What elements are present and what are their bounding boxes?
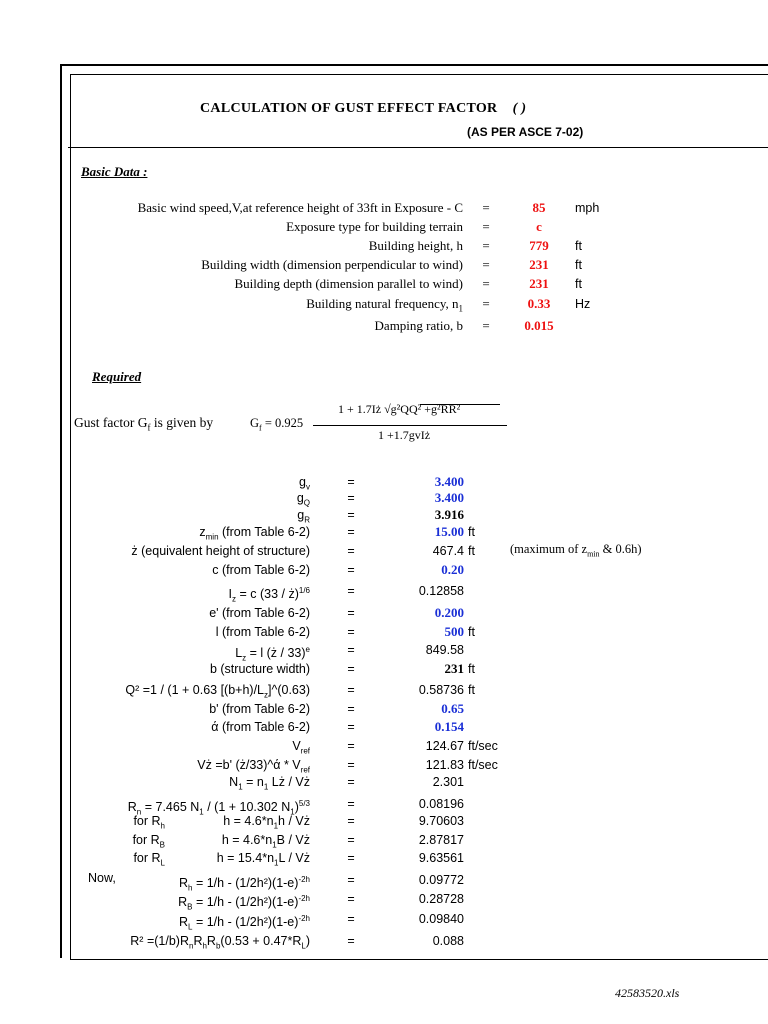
formula-part: R [127,800,137,815]
formula-part: ż (equivalent height of structure) [131,544,310,558]
equals-sign: = [482,200,490,215]
calc-value: 0.154 [434,719,464,734]
gust-formula-denominator: 1 +1.7gvIż [378,428,431,442]
calc-label [209,701,310,717]
formula-part: = l (ż / 33) [246,646,306,661]
formula-part: L [160,858,165,868]
formula-part: R [178,895,188,910]
equals-sign: = [347,584,355,598]
formula-part: h = 4.6*n [221,833,273,847]
formula-part: z [232,594,236,604]
formula-part: 1 [273,821,279,831]
equals-sign: = [347,873,355,887]
equals-sign: = [482,219,490,234]
equals-sign: = [347,491,355,505]
formula-part: g [297,508,305,522]
formula-part: g [299,475,306,489]
formula-part: b [215,941,221,951]
formula-part: for R [132,833,160,847]
equals-sign: = [482,276,490,291]
formula-part: R [179,876,189,891]
equals-sign: = [347,662,355,676]
calc-label [216,624,310,640]
equals-sign: = [347,851,355,865]
formula-part: B [159,840,165,850]
basic-value: 0.33 [527,296,551,311]
basic-label [286,219,463,235]
calc-value: 0.200 [434,605,464,620]
calc-value: 9.63561 [418,851,464,865]
required-heading: Required [92,369,142,384]
formula-part: z [242,653,247,663]
formula-part: R [206,934,216,948]
formula-part: min [205,532,219,542]
unit-label: ft [468,683,475,697]
formula-part: Building depth (dimension parallel to wind) [234,276,463,291]
basic-value: c [536,219,542,234]
equals-sign: = [347,892,355,906]
unit-label: ft/sec [468,758,498,772]
equals-sign: = [482,238,490,253]
formula-part: ά (from Table 6-2) [211,720,310,734]
radical-bar [420,404,500,405]
formula-part: L [301,941,306,951]
basic-data-heading: Basic Data : [81,164,148,179]
formula-part: v [306,482,310,492]
formula-part: R [304,515,310,525]
calc-value: 500 [444,624,464,639]
formula-part: g [296,491,304,505]
formula-part: = n [242,775,264,789]
equals-sign: = [347,797,355,811]
calc-label [179,911,310,936]
unit-label: ft [468,544,475,558]
formula-part: ) [294,876,299,891]
formula-part: n [188,941,194,951]
calc-value: 15.00 [434,524,464,539]
equals-sign: = [347,475,355,489]
formula-part: 1 [199,807,204,817]
calc-label [229,774,310,796]
formula-part: ) [294,800,299,815]
calc-label [211,719,310,735]
file-name: 42583520.xls [615,986,680,1000]
calc-label [229,583,310,608]
unit-label: ft [468,625,475,639]
basic-value: 85 [532,200,546,215]
formula-part: Damping ratio, b [374,318,463,333]
formula-part: Exposure type for building terrain [286,219,463,234]
formula-part: z [264,690,268,700]
formula-part: R [179,915,189,930]
formula-part: 1 [458,303,463,314]
formula-part: Vż =b' (ż/33)^ά * V [197,758,301,772]
calc-value: 231 [444,661,464,676]
calc-value: 124.67 [425,739,464,753]
calc-value: 2.301 [432,775,464,789]
formula-part: h [202,941,207,951]
calc-value: 3.916 [434,507,464,522]
unit-label: ft [575,258,582,272]
calc-label [130,933,310,955]
equals-sign: = [347,625,355,639]
basic-value: 0.015 [524,318,554,333]
formula-part: (0.53 + 0.47*R [220,934,302,948]
formula-part: min [587,549,600,559]
calc-value: 467.4 [432,544,464,558]
formula-part: h / Vż [278,814,310,828]
calc-label [131,543,310,559]
formula-part: Lż / Vż [268,775,310,789]
formula-part: -2h [298,914,310,923]
basic-value: 779 [529,238,549,253]
basic-label [369,238,463,254]
equals-sign: = [482,318,490,333]
formula-part: = 1/h - (1/2h²)(1-e [192,876,295,891]
formula-part: l (from Table 6-2) [215,625,310,639]
formula-part: L [235,646,243,661]
formula-part: Building width (dimension perpendicular to wind) [201,257,463,272]
formula-part: 1 [238,782,243,792]
formula-part: L [188,922,193,932]
equals-sign: = [347,934,355,948]
gust-factor-intro: Gust factor $G_f$ is given by [74,415,214,433]
equals-sign: = [347,775,355,789]
formula-part: -2h [298,894,310,903]
unit-label: mph [575,201,600,215]
calc-value: 0.12858 [418,584,464,598]
formula-part: c (from Table 6-2) [212,563,310,577]
gust-formula-numerator: 1 + 1.7Iż √g²QQ² +g²RR² [338,402,461,416]
calc-note [510,541,642,563]
formula-part: R² =(1/b)R [130,934,189,948]
equals-sign: = [482,296,490,311]
basic-label [201,257,463,273]
formula-part: L / Vż [278,851,310,865]
formula-part: = 7.465 N [141,800,200,815]
formula-part: V [292,739,301,753]
formula-part: & 0.6h) [599,542,642,556]
fraction-bar [313,425,507,426]
formula-part: = 1/h - (1/2h²)(1-e [192,895,295,910]
calc-label [210,661,310,677]
unit-label: ft [575,239,582,253]
spreadsheet-frame [60,64,768,958]
equals-sign: = [347,720,355,734]
equals-sign: = [347,606,355,620]
formula-part: ]^(0.63) [268,683,310,697]
header-divider [68,147,768,148]
equals-sign: = [347,643,355,657]
equals-sign: = [347,758,355,772]
basic-label [306,296,463,317]
formula-part: ) [294,915,299,930]
calc-value: 0.088 [432,934,464,948]
formula-part: -2h [298,875,310,884]
formula-part: (maximum of z [510,542,588,556]
formula-part: for R [133,814,161,828]
unit-label: ft [468,662,475,676]
formula-part: ) [294,895,299,910]
formula-part: 1 [290,807,295,817]
formula-part: (from Table 6-2) [218,525,310,539]
basic-value: 231 [529,257,549,272]
calc-value: 9.70603 [418,814,464,828]
formula-part: b (structure width) [209,662,310,676]
formula-part: / (1 + 10.302 N [203,800,291,815]
formula-part: e [305,645,310,654]
gust-formula-lhs: $G_f = 0.925$ [250,416,304,433]
basic-label [138,200,463,216]
calc-value: 0.20 [441,562,464,577]
equals-sign: = [347,833,355,847]
formula-part: = c (33 / ż) [236,587,299,602]
equals-sign: = [347,739,355,753]
calc-formula [217,850,310,872]
calc-label [209,605,310,621]
formula-part: h [160,821,165,831]
formula-part: = 1/h - (1/2h²)(1-e [192,915,295,930]
formula-part: h [188,883,193,893]
formula-part: ref [300,746,310,756]
calc-value: 0.08196 [418,797,464,811]
formula-part: Building height, h [368,238,463,253]
formula-part: B / Vż [276,833,310,847]
unit-label: Hz [575,297,591,311]
equals-sign: = [347,702,355,716]
now-label: Now, [88,871,116,885]
basic-value: 231 [529,276,549,291]
formula-part: z [199,525,206,539]
formula-part: e' (from Table 6-2) [209,606,310,620]
calc-value: 3.400 [434,490,464,505]
formula-part: B [187,902,193,912]
formula-part: ref [300,765,310,775]
formula-part: N [229,775,239,789]
equals-sign: = [482,257,490,272]
formula-part: Building natural frequency, n [306,296,459,311]
formula-part: h = 15.4*n [216,851,275,865]
formula-part: I [228,587,232,602]
basic-label [234,276,463,292]
standard-reference: (AS PER ASCE 7-02) [467,125,584,139]
calc-value: 849.58 [425,643,464,657]
equals-sign: = [347,814,355,828]
formula-part: h = 4.6*n [223,814,274,828]
formula-part: 1 [263,782,269,792]
formula-part: n [136,807,142,817]
equals-sign: = [347,563,355,577]
equals-sign: = [347,912,355,926]
calc-value: 3.400 [434,474,464,489]
page-title: CALCULATION OF GUST EFFECT FACTOR ( ) [200,101,527,116]
formula-part: 5/3 [298,799,310,808]
calc-value: 0.58736 [418,683,464,697]
calc-value: 0.28728 [418,892,464,906]
equals-sign: = [347,544,355,558]
formula-part: Basic wind speed,V,at reference height of 33ft in Exposure - C [137,200,463,215]
formula-part: Q² =1 / (1 + 0.63 [(b+h)/L [125,683,264,697]
formula-part: b' (from Table 6-2) [209,702,310,716]
unit-label: ft [575,277,582,291]
formula-part: 1/6 [298,586,310,595]
equals-sign: = [347,525,355,539]
basic-label [375,318,463,334]
formula-part: 1 [272,840,277,850]
equals-sign: = [347,508,355,522]
calc-label [212,562,310,578]
formula-part: for R [133,851,161,865]
calc-value: 0.09840 [418,912,464,926]
formula-part: Q [303,498,310,508]
formula-part: R [193,934,203,948]
calc-label [133,850,165,872]
unit-label: ft [468,525,475,539]
calc-value: 2.87817 [418,833,464,847]
unit-label: ft/sec [468,739,498,753]
equals-sign: = [347,683,355,697]
formula-part: ) [305,934,310,948]
calc-value: 121.83 [425,758,464,772]
calc-value: 0.09772 [418,873,464,887]
formula-part: 1 [274,858,279,868]
calc-value: 0.65 [441,701,464,716]
